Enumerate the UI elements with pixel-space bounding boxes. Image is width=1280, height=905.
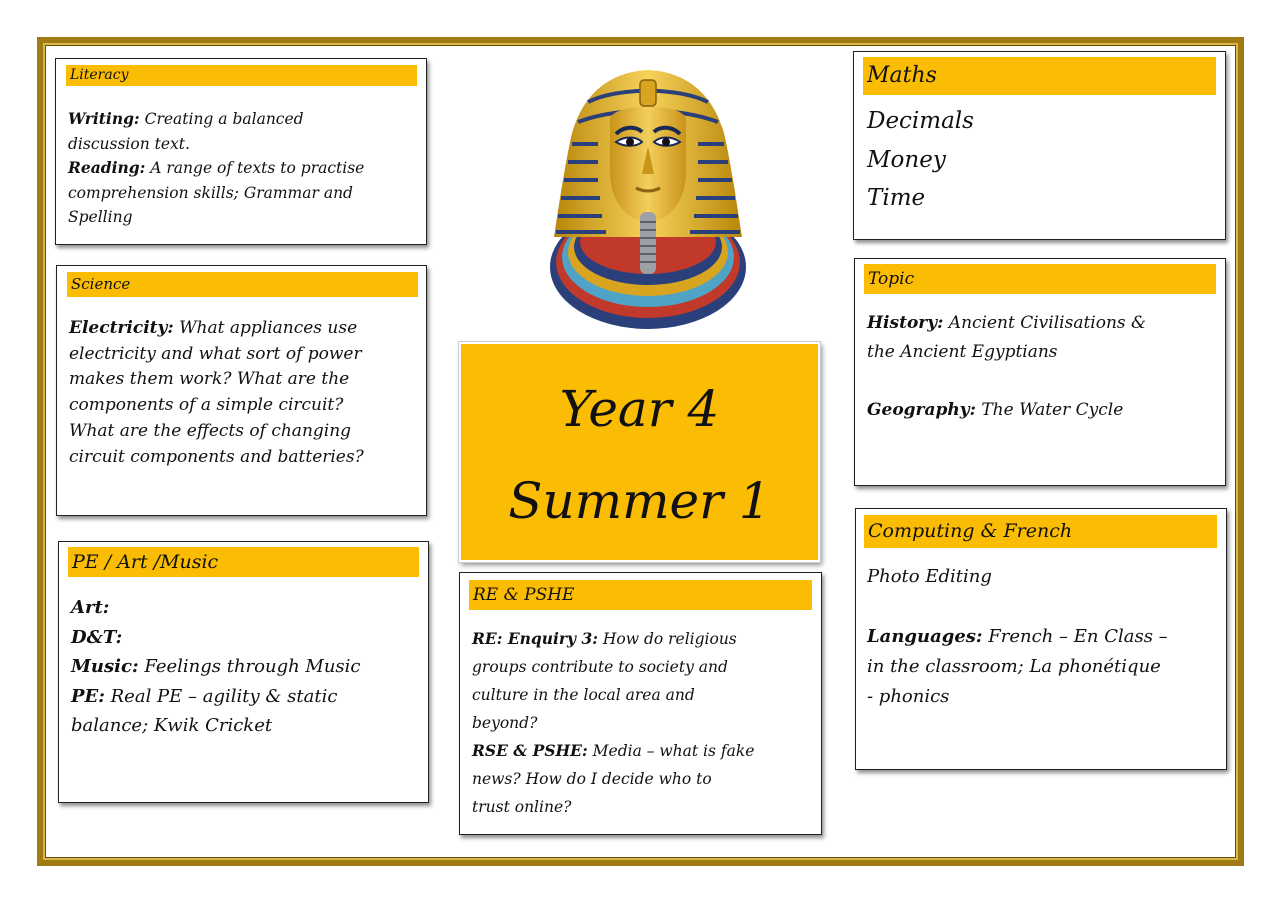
text-line (69, 342, 364, 368)
topic-header: Topic (864, 264, 1216, 294)
re-pshe-body (472, 625, 754, 821)
line-text: discussion text. (68, 134, 190, 153)
maths-item: Money (867, 146, 946, 173)
line-label: Reading: (68, 158, 146, 177)
maths-item: Decimals (867, 108, 974, 134)
line-text: The Water Cycle (975, 400, 1124, 420)
re-pshe-card (459, 572, 822, 835)
text-line (867, 338, 1146, 367)
line-text: components of a simple circuit? (69, 395, 344, 416)
text-line (71, 623, 361, 653)
text-line (68, 181, 364, 206)
line-text: beyond? (472, 714, 538, 732)
pe-art-music-card (58, 541, 429, 803)
line-text: - phonics (867, 686, 950, 707)
maths-header: Maths (863, 57, 1216, 95)
text-line (867, 309, 1146, 338)
line-label: RSE & PSHE: (472, 741, 588, 760)
text-line (472, 737, 754, 765)
text-line (68, 132, 364, 157)
topic-card (854, 258, 1226, 486)
line-label: Languages: (867, 626, 983, 647)
line-text: Feelings through Music (138, 656, 361, 677)
pe-art-music-body (71, 593, 361, 741)
line-text: A range of texts to practise (145, 159, 365, 177)
science-card (56, 265, 427, 516)
line-text: What are the effects of changing (69, 420, 352, 441)
text-line (867, 367, 1146, 396)
line-text: comprehension skills; Grammar and (68, 183, 353, 202)
text-line (472, 625, 754, 653)
text-line (71, 682, 361, 712)
text-line (71, 652, 361, 682)
science-body (69, 316, 364, 470)
maths-body (867, 102, 974, 218)
line-text: electricity and what sort of power (69, 343, 362, 364)
line-label: Writing: (68, 109, 140, 128)
line-text: French – En Class – (982, 626, 1168, 647)
text-line (68, 156, 364, 181)
text-line (71, 711, 361, 741)
line-text: Photo Editing (867, 566, 992, 587)
text-line (867, 592, 1168, 622)
term-title: Summer 1 (508, 472, 771, 530)
line-label: RE: Enquiry 3: (472, 629, 598, 648)
text-line (68, 107, 364, 132)
text-line (867, 682, 1168, 712)
line-label: Art: (71, 597, 110, 618)
line-text: makes them work? What are the (69, 369, 350, 390)
re-pshe-header: RE & PSHE (469, 580, 812, 610)
line-text: Ancient Civilisations & (943, 313, 1147, 333)
line-text: news? How do I decide who to (472, 770, 712, 788)
line-text: Creating a balanced (139, 110, 304, 128)
literacy-card (55, 58, 427, 245)
text-line (472, 709, 754, 737)
pharaoh-mask-icon (548, 62, 748, 332)
maths-item: Time (867, 185, 926, 211)
line-text: trust online? (472, 798, 572, 816)
line-label: Music: (71, 656, 139, 677)
title-card (459, 342, 820, 562)
text-line (69, 393, 364, 419)
literacy-body (68, 107, 364, 230)
line-label: Geography: (867, 400, 976, 420)
text-line (472, 681, 754, 709)
pe-art-music-header: PE / Art /Music (68, 547, 419, 577)
literacy-header: Literacy (66, 65, 417, 86)
text-line (472, 793, 754, 821)
maths-card (853, 51, 1226, 240)
line-text: Spelling (68, 208, 133, 226)
line-text: What appliances use (173, 318, 358, 338)
text-line (867, 652, 1168, 682)
line-text: in the classroom; La phonétique (867, 656, 1161, 677)
line-text: the Ancient Egyptians (867, 342, 1058, 362)
line-text: balance; Kwik Cricket (71, 715, 273, 736)
line-text: groups contribute to society and (472, 658, 728, 676)
text-line (69, 367, 364, 393)
line-text: How do religious (597, 630, 737, 648)
line-label: D&T: (71, 626, 123, 648)
computing-french-body (867, 562, 1168, 712)
text-line (71, 593, 361, 623)
text-line (867, 562, 1168, 592)
science-header: Science (67, 272, 418, 297)
text-line (69, 316, 364, 342)
topic-body (867, 309, 1146, 425)
line-label: Electricity: (69, 318, 174, 338)
line-text: circuit components and batteries? (69, 446, 364, 467)
text-line (68, 205, 364, 230)
text-line (472, 653, 754, 681)
computing-french-card (855, 508, 1227, 770)
text-line (69, 445, 364, 471)
text-line (867, 396, 1146, 425)
text-line (867, 622, 1168, 652)
line-text: culture in the local area and (472, 686, 695, 704)
computing-french-header: Computing & French (864, 515, 1217, 548)
text-line (472, 765, 754, 793)
line-label: PE: (71, 685, 105, 707)
line-text: Media – what is fake (587, 742, 755, 760)
line-text: Real PE – agility & static (104, 685, 338, 707)
year-title: Year 4 (559, 380, 720, 438)
text-line (69, 419, 364, 445)
line-label: History: (867, 313, 944, 333)
